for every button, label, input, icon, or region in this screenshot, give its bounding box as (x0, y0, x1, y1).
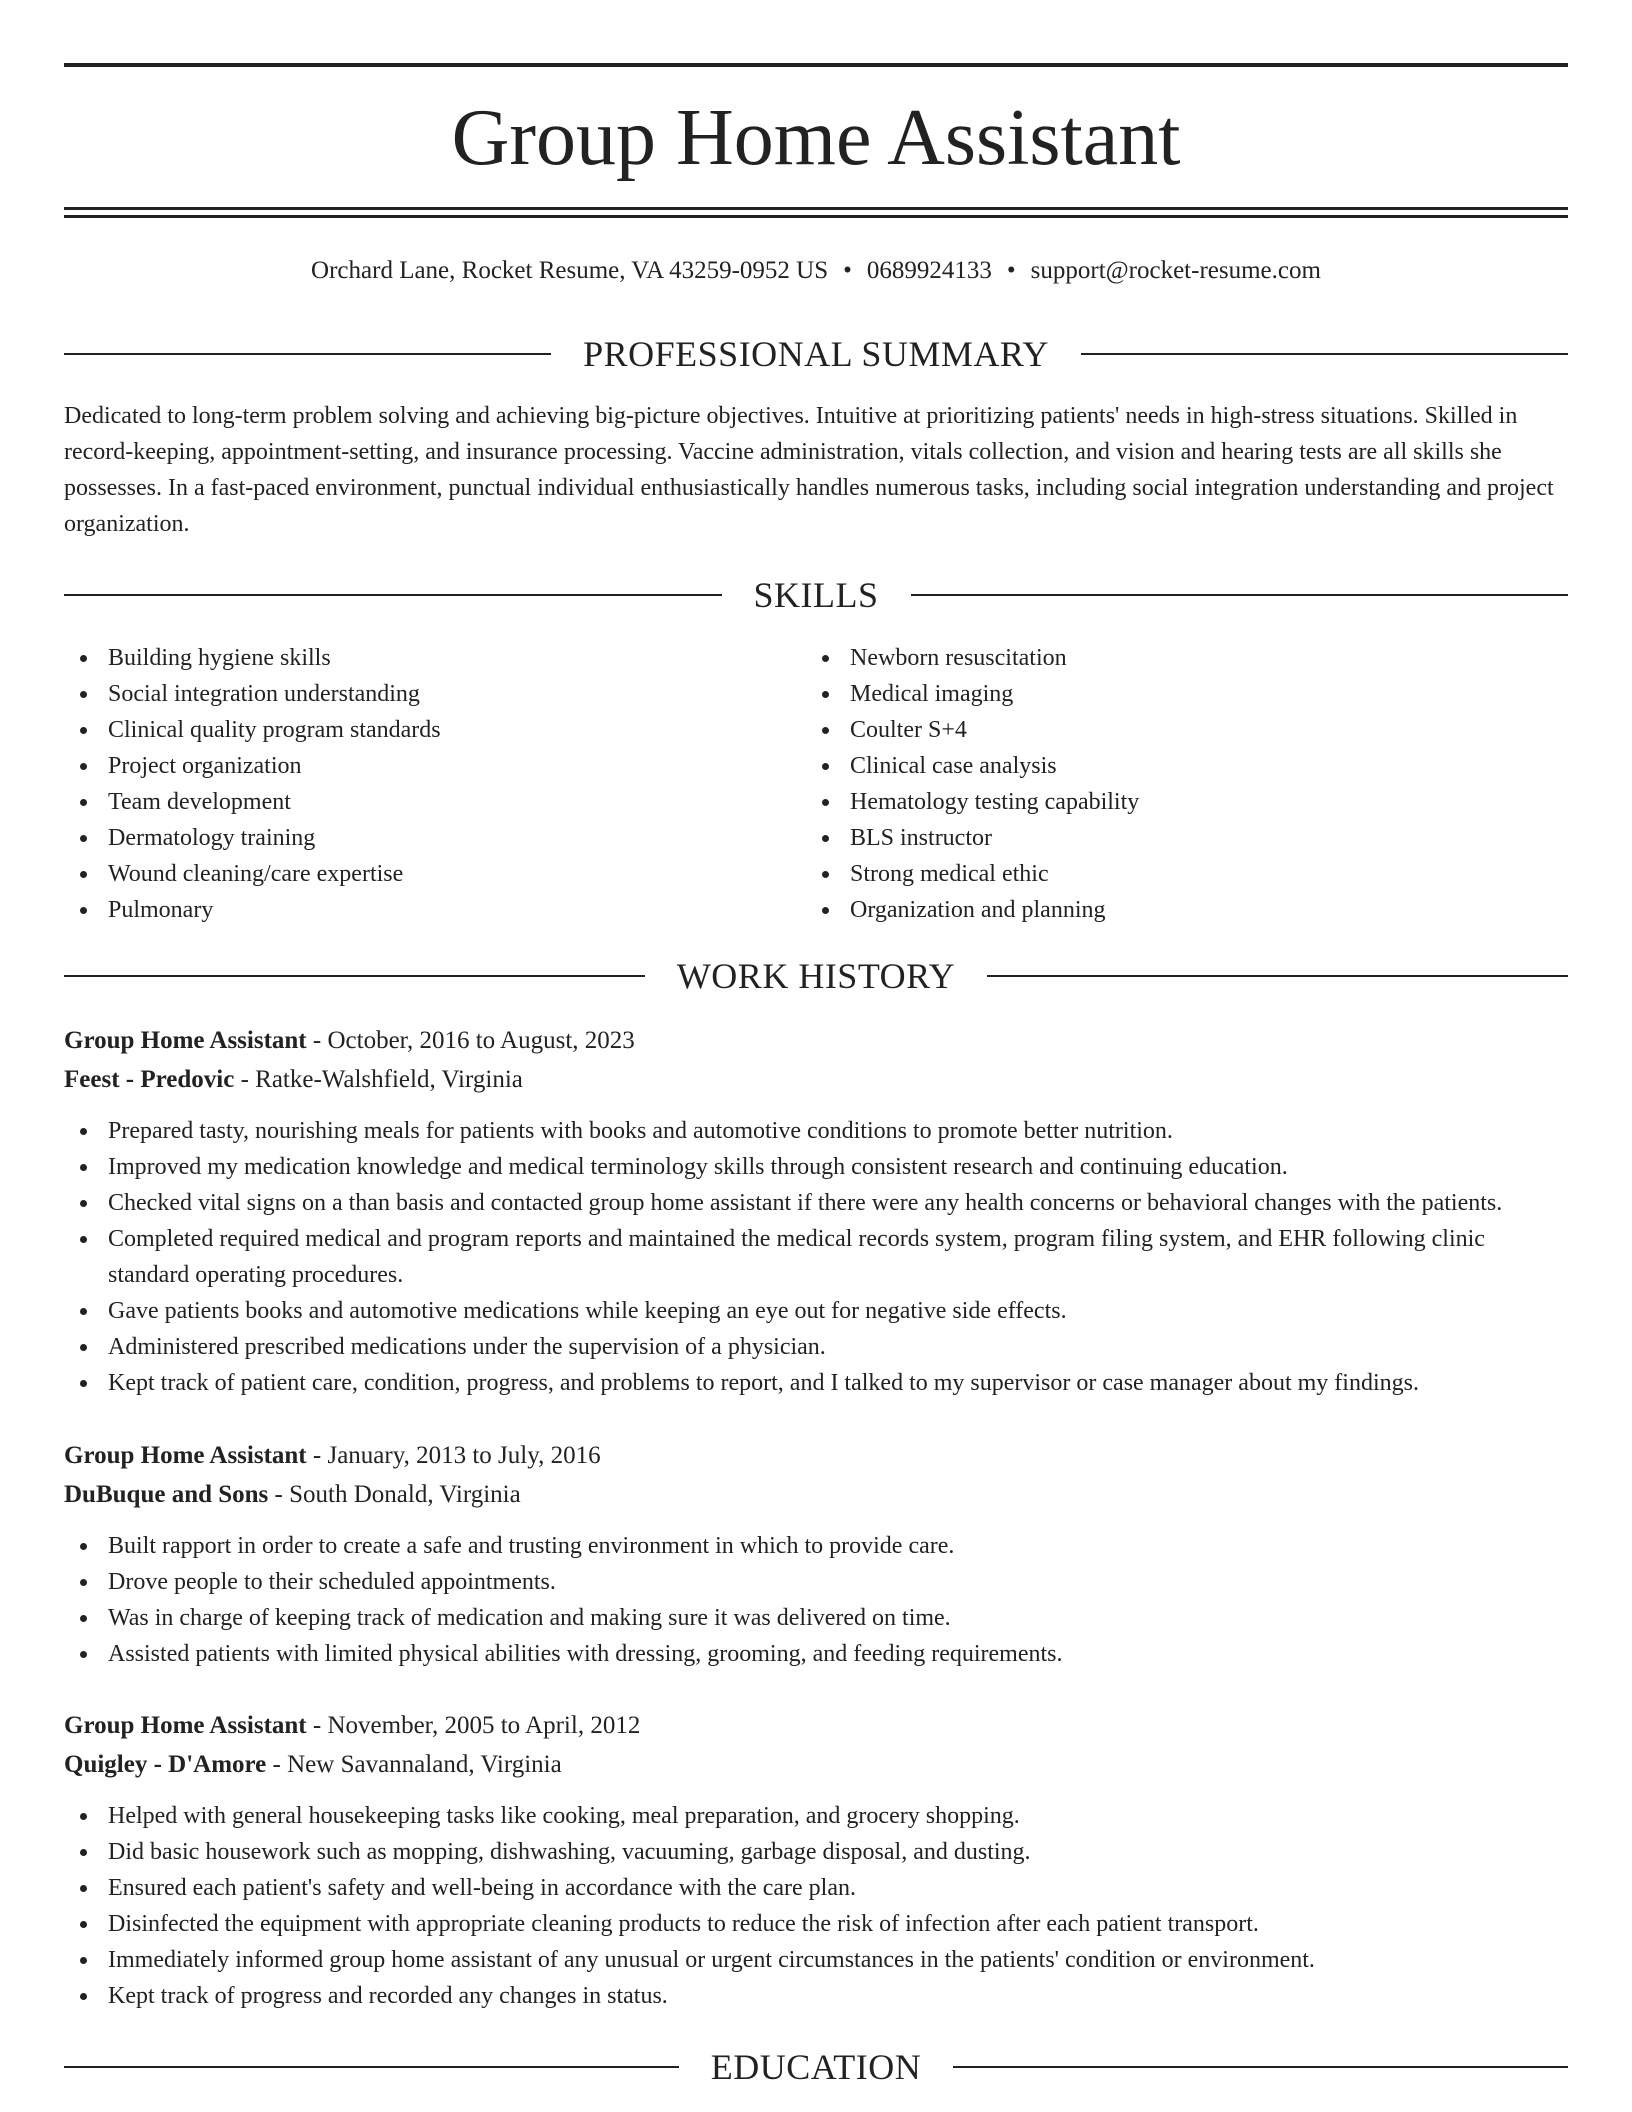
heading-rule-right (953, 2066, 1568, 2068)
skill-item (64, 748, 804, 784)
section-title: PROFESSIONAL SUMMARY (583, 334, 1049, 374)
bullet-text: Drove people to their scheduled appointments. (108, 1569, 556, 1595)
title-rule-upper (64, 207, 1568, 210)
heading-rule-left (64, 975, 645, 977)
job-bullets (64, 1113, 1568, 1401)
bullet-text: Kept track of progress and recorded any changes in status. (108, 1983, 668, 2009)
list-item (64, 1528, 1568, 1564)
list-item (64, 1329, 1568, 1365)
bullet-icon (80, 1308, 87, 1315)
list-item (64, 1834, 1568, 1870)
skill-item (806, 856, 1566, 892)
job-company: DuBuque and Sons (64, 1481, 269, 1508)
bullet-icon (822, 691, 829, 698)
job-company-line (64, 1475, 1568, 1514)
bullet-icon (80, 799, 87, 806)
skill-item (806, 892, 1566, 928)
bullet-icon (80, 907, 87, 914)
bullet-icon (80, 727, 87, 734)
heading-rule-right (911, 594, 1569, 596)
list-item (64, 1149, 1568, 1185)
skill-item (806, 640, 1566, 676)
dash: - (306, 1027, 328, 1054)
skill-item (806, 784, 1566, 820)
job-entry-2 (64, 1436, 1568, 1672)
job-dates: January, 2013 to July, 2016 (327, 1442, 601, 1469)
job-title-line (64, 1706, 1568, 1745)
skill-item (806, 712, 1566, 748)
skill-label: Clinical case analysis (850, 753, 1057, 779)
bullet-icon (80, 1615, 87, 1622)
section-title: EDUCATION (710, 2047, 922, 2087)
bullet-icon (822, 799, 829, 806)
bullet-text: Kept track of patient care, condition, progress, and problems to report, and I talked to my supervisor or case manager about my findings. (108, 1370, 1419, 1396)
skill-item (64, 892, 804, 928)
job-bullets (64, 1528, 1568, 1672)
list-item (64, 1798, 1568, 1834)
skill-label: Pulmonary (108, 897, 214, 923)
skill-label: Building hygiene skills (108, 645, 331, 671)
bullet-text: Helped with general housekeeping tasks like cooking, meal preparation, and grocery shopping. (108, 1803, 1020, 1829)
dash: - (266, 1751, 288, 1778)
job-location: New Savannaland, Virginia (287, 1751, 562, 1778)
dash: - (268, 1481, 290, 1508)
bullet-icon (822, 763, 829, 770)
bullet-icon (80, 1957, 87, 1964)
section-heading-summary (64, 332, 1568, 376)
bullet-icon (80, 1128, 87, 1135)
list-item (64, 1942, 1568, 1978)
bullet-icon (822, 727, 829, 734)
skill-label: Team development (108, 789, 291, 815)
bullet-icon (80, 1885, 87, 1892)
bullet-text: Immediately informed group home assistant of any unusual or urgent circumstances in the patients' condition or environment. (108, 1947, 1315, 1973)
skill-label: Strong medical ethic (850, 861, 1049, 887)
bullet-text: Built rapport in order to create a safe and trusting environment in which to provide care. (108, 1533, 955, 1559)
contact-phone: 0689924133 (866, 257, 992, 284)
list-item (64, 1221, 1568, 1293)
bullet-text: Improved my medication knowledge and medical terminology skills through consistent research and continuing education. (108, 1154, 1288, 1180)
bullet-text: Assisted patients with limited physical abilities with dressing, grooming, and feeding requirements. (108, 1641, 1063, 1667)
bullet-icon (80, 1543, 87, 1550)
bullet-icon (80, 1236, 87, 1243)
contact-email: support@rocket-resume.com (1030, 257, 1321, 284)
bullet-icon (80, 1380, 87, 1387)
dash: - (234, 1066, 256, 1093)
bullet-icon (822, 655, 829, 662)
skill-item (64, 856, 804, 892)
skill-item (806, 748, 1566, 784)
skill-label: Coulter S+4 (850, 717, 967, 743)
list-item (64, 1906, 1568, 1942)
job-title-line (64, 1021, 1568, 1060)
bullet-icon (822, 871, 829, 878)
bullet-icon (80, 655, 87, 662)
bullet-text: Was in charge of keeping track of medication and making sure it was delivered on time. (108, 1605, 951, 1631)
bullet-text: Administered prescribed medications under the supervision of a physician. (108, 1334, 826, 1360)
job-title: Group Home Assistant (64, 1712, 307, 1739)
bullet-text: Did basic housework such as mopping, dishwashing, vacuuming, garbage disposal, and dusting. (108, 1839, 1031, 1865)
list-item (64, 1113, 1568, 1149)
bullet-icon (80, 1200, 87, 1207)
section-heading-work-history (64, 954, 1568, 998)
bullet-text: Ensured each patient's safety and well-being in accordance with the care plan. (108, 1875, 856, 1901)
job-title: Group Home Assistant (64, 1027, 307, 1054)
section-title: SKILLS (753, 575, 879, 615)
top-rule (64, 63, 1568, 67)
list-item (64, 1365, 1568, 1401)
job-dates: November, 2005 to April, 2012 (327, 1712, 641, 1739)
job-company-line (64, 1745, 1568, 1784)
dash: - (306, 1442, 328, 1469)
contact-separator: • (843, 257, 852, 284)
skill-label: Medical imaging (850, 681, 1014, 707)
job-location: South Donald, Virginia (289, 1481, 521, 1508)
list-item (64, 1185, 1568, 1221)
job-title-line (64, 1436, 1568, 1475)
list-item (64, 1564, 1568, 1600)
skill-label: Organization and planning (850, 897, 1106, 923)
skill-item (64, 640, 804, 676)
bullet-icon (80, 835, 87, 842)
skill-item (64, 676, 804, 712)
skill-label: Hematology testing capability (850, 789, 1140, 815)
job-entry-1 (64, 1021, 1568, 1401)
section-heading-education (64, 2045, 1568, 2089)
bullet-icon (80, 1813, 87, 1820)
skill-label: Clinical quality program standards (108, 717, 441, 743)
bullet-icon (822, 835, 829, 842)
heading-rule-left (64, 353, 551, 355)
heading-rule-left (64, 2066, 679, 2068)
bullet-icon (80, 1344, 87, 1351)
job-dates: October, 2016 to August, 2023 (327, 1027, 635, 1054)
title-rule-lower (64, 215, 1568, 218)
skill-label: Dermatology training (108, 825, 316, 851)
list-item (64, 1870, 1568, 1906)
bullet-text: Completed required medical and program reports and maintained the medical records system, program filing system, and EHR following clinic standard operating procedures. (108, 1226, 1485, 1288)
skill-item (64, 784, 804, 820)
list-item (64, 1600, 1568, 1636)
skills-list-right (806, 640, 1566, 928)
list-item (64, 1636, 1568, 1672)
contact-address: Orchard Lane, Rocket Resume, VA 43259-0952 US (311, 257, 829, 284)
bullet-text: Disinfected the equipment with appropriate cleaning products to reduce the risk of infection after each patient transport. (108, 1911, 1259, 1937)
heading-rule-left (64, 594, 722, 596)
list-item (64, 1293, 1568, 1329)
skill-label: BLS instructor (850, 825, 992, 851)
bullet-icon (80, 871, 87, 878)
skills-list-left (64, 640, 804, 928)
summary-text: Dedicated to long-term problem solving and achieving big-picture objectives. Intuitive at prioritizing patients' needs in high-stress situations. Skilled in record-keeping, appointment-setting, and insurance processing. Vaccine administration, vitals collection, and vision and hearing tests are all skills she possesses. In a fast-paced environment, punctual individual enthusiastically handles numerous tasks, including social integration understanding and project organization. (64, 403, 1554, 537)
contact-line (64, 254, 1568, 288)
job-company: Quigley - D'Amore (64, 1751, 267, 1778)
bullet-icon (80, 691, 87, 698)
contact-separator: • (1006, 257, 1016, 284)
list-item (64, 1978, 1568, 2014)
bullet-icon (80, 1164, 87, 1171)
bullet-icon (80, 763, 87, 770)
section-title: WORK HISTORY (676, 956, 956, 996)
page-title: Group Home Assistant (451, 94, 1181, 182)
job-company: Feest - Predovic (64, 1066, 235, 1093)
heading-rule-right (987, 975, 1568, 977)
skill-label: Project organization (108, 753, 302, 779)
bullet-icon (80, 1579, 87, 1586)
job-company-line (64, 1060, 1568, 1099)
bullet-text: Prepared tasty, nourishing meals for patients with books and automotive conditions to promote better nutrition. (108, 1118, 1173, 1144)
skill-item (64, 712, 804, 748)
section-heading-skills (64, 573, 1568, 617)
skill-item (806, 676, 1566, 712)
skill-label: Newborn resuscitation (850, 645, 1067, 671)
skill-label: Social integration understanding (108, 681, 420, 707)
bullet-icon (80, 1849, 87, 1856)
bullet-text: Checked vital signs on a than basis and contacted group home assistant if there were any health concerns or behavioral changes with the patients. (108, 1190, 1503, 1216)
bullet-icon (80, 1993, 87, 2000)
bullet-icon (822, 907, 829, 914)
heading-rule-right (1081, 353, 1568, 355)
skill-item (806, 820, 1566, 856)
job-title: Group Home Assistant (64, 1442, 307, 1469)
skill-item (64, 820, 804, 856)
skill-label: Wound cleaning/care expertise (108, 861, 404, 887)
job-entry-3 (64, 1706, 1568, 2014)
bullet-icon (80, 1651, 87, 1658)
bullet-text: Gave patients books and automotive medications while keeping an eye out for negative side effects. (108, 1298, 1067, 1324)
dash: - (306, 1712, 328, 1739)
job-bullets (64, 1798, 1568, 2014)
job-location: Ratke-Walshfield, Virginia (255, 1066, 523, 1093)
bullet-icon (80, 1921, 87, 1928)
